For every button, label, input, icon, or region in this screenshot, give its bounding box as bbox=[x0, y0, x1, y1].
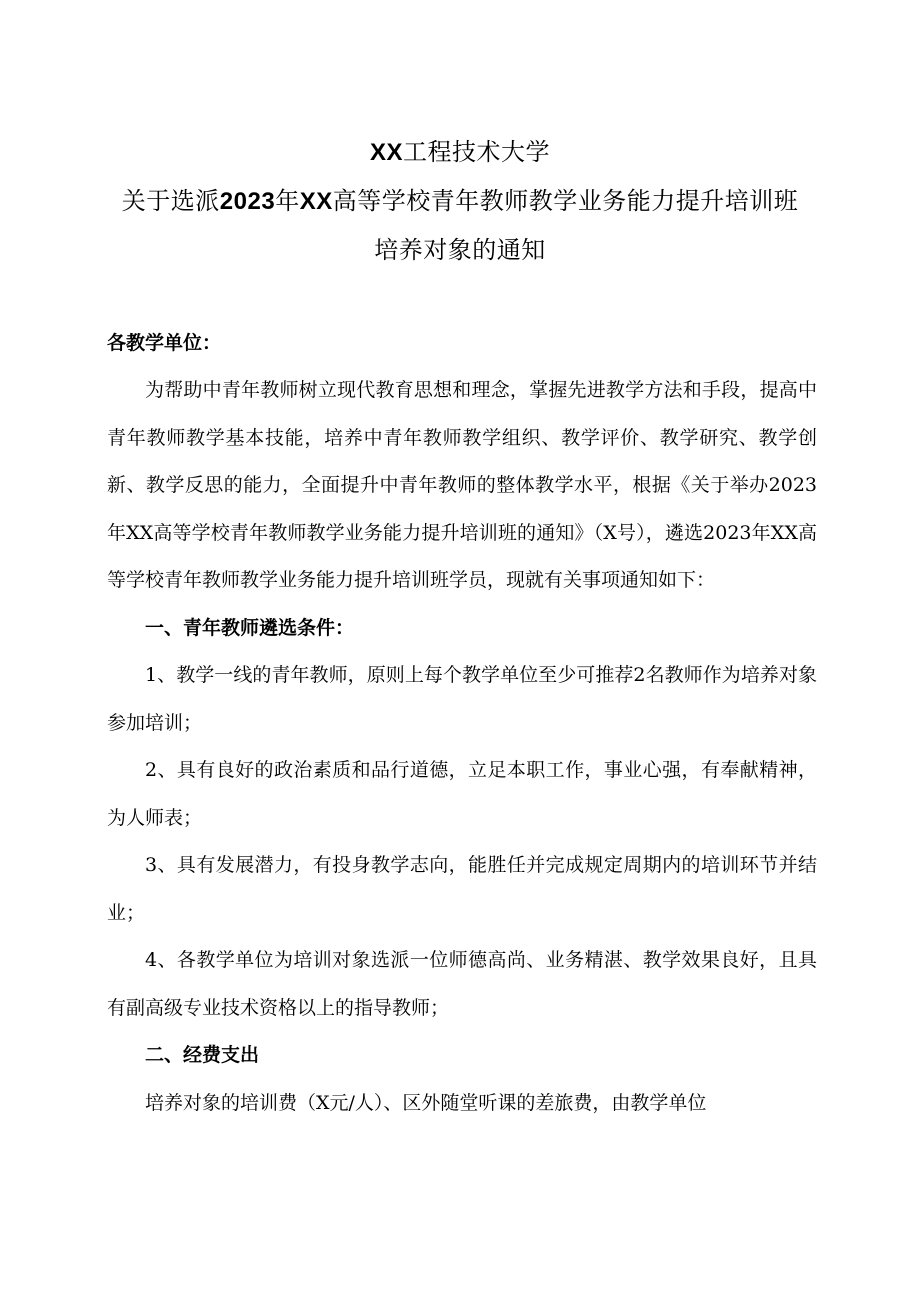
title-institution-code: XX bbox=[369, 139, 403, 166]
title-part: 高等学校青年教师教学业务能力提升培训班 bbox=[332, 187, 799, 215]
title-region-code: XX bbox=[299, 188, 333, 215]
section-2-heading: 二、经费支出 bbox=[145, 1044, 260, 1066]
title-part: 关于选派 bbox=[121, 187, 220, 215]
title-line-3: 培养对象的通知 bbox=[374, 236, 546, 264]
title-line-1 bbox=[0, 128, 920, 177]
salutation: 各教学单位： bbox=[107, 332, 222, 354]
document-body bbox=[107, 320, 817, 1127]
intro-paragraph: 为帮助中青年教师树立现代教育思想和理念，掌握先进教学方法和手段，提高中青年教师教学基本技能，培养中青年教师教学组织、教学评价、教学研究、教学创新、教学反思的能力，全面提升中青年教师的整体教学水平，根据《关于举办2023年XX高等学校青年教师教学业务能力提升培训班的通知》（X号），遴选2023年XX高等学校青年教师教学业务能力提升培训班学员，现就有关事项通知如下： bbox=[107, 379, 817, 591]
condition-item: 4、各教学单位为培训对象选派一位师德高尚、业务精湛、教学效果良好，且具有副高级专业技术资格以上的指导教师； bbox=[107, 949, 817, 1019]
title-part: 年 bbox=[275, 187, 300, 215]
title-line-2 bbox=[0, 177, 920, 226]
section-1-heading: 一、青年教师遴选条件： bbox=[145, 616, 355, 639]
document-title bbox=[0, 128, 920, 274]
title-year: 2023 bbox=[219, 188, 276, 215]
condition-item: 1、教学一线的青年教师，原则上每个教学单位至少可推荐2名教师作为培养对象参加培训； bbox=[107, 664, 817, 734]
title-institution-name: 工程技术大学 bbox=[403, 138, 550, 166]
condition-item: 3、具有发展潜力，有投身教学志向，能胜任并完成规定周期内的培训环节并结业； bbox=[107, 854, 817, 924]
condition-item: 2、具有良好的政治素质和品行道德，立足本职工作，事业心强，有奉献精神，为人师表； bbox=[107, 759, 817, 829]
section-2-text: 培养对象的培训费（X元/人）、区外随堂听课的差旅费，由教学单位 bbox=[145, 1091, 707, 1114]
